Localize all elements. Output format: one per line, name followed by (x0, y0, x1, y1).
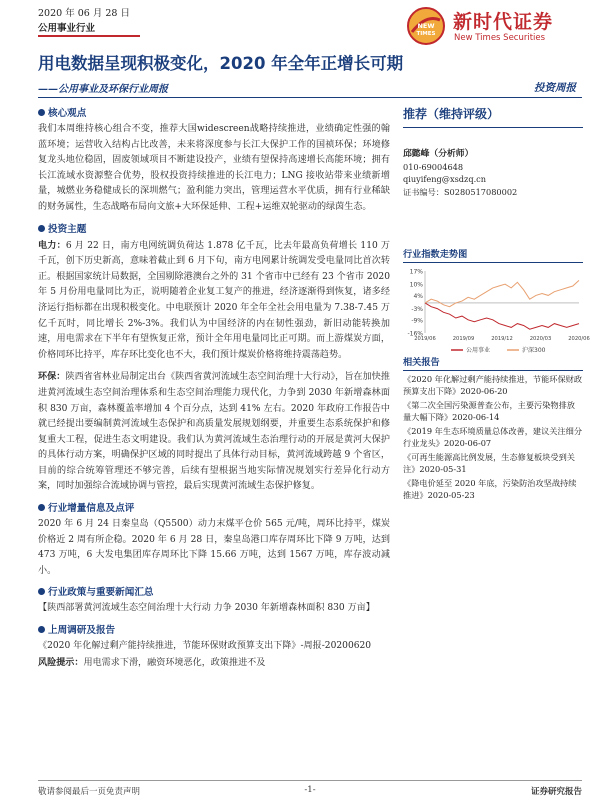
related-report-item[interactable]: 《降电价延至 2020 年底，污染防治攻坚战持续推进》2020-05-23 (403, 478, 577, 500)
analyst-phone: 010-69004648 (403, 161, 464, 172)
risk-paragraph (38, 655, 390, 672)
environment-paragraph (38, 369, 390, 495)
x-tick-label: 2019/12 (491, 336, 513, 342)
section-heading-tracking: 行业增量信息及点评 (38, 501, 390, 517)
related-report-item[interactable]: 《2020 年化解过剩产能持续推进，节能环保财政预算支出下降》2020-06-20 (403, 374, 583, 396)
risk-label: 风险提示： (38, 656, 84, 668)
tracking-text: 2020 年 6 月 24 日秦皇岛（Q5500）动力末煤平仓价 565 元/吨，周环比持平，煤炭价格近 2 周有所企稳。2020 年 6 月 28 日，秦皇岛港口库存周环比下降 9 万吨，达到 473 万吨，6 大发电集团库存周环比下降 15.66 万吨，达到 1567 万吨，库存波动减小。 (38, 519, 390, 576)
x-tick-label: 2020/03 (529, 336, 552, 342)
report-title: 用电数据呈现积极变化，2020 年全年正增长可期 (38, 54, 404, 73)
policy-text: 【陕西部署黄河流域生态空间治理十大行动 力争 2030 年新增森林面积 830 万亩】 (38, 603, 375, 614)
section-heading-research: 上周调研及报告 (38, 623, 390, 639)
bullet-icon (38, 626, 45, 633)
footer-disclaimer: 敬请参阅最后一页免责声明 (38, 787, 141, 797)
y-tick-label: -3% (411, 306, 423, 314)
y-tick-label: 4% (413, 292, 423, 300)
main-column (38, 104, 390, 671)
series-line-1 (425, 303, 579, 329)
analyst-name: 邱懿峰（分析师） (403, 149, 474, 159)
electricity-text: 6 月 22 日，南方电网统调负荷达 1.878 亿千瓦，比去年最高负荷增长 110 万千瓦，创下历史新高，意味着截止到 6 月下旬，南方电网累计统调发受电量同比首次转正。根据国家统计局数据，全国剔除港澳台之外的 31 个省市中已经有 23 个省市 2020 年 5 月份用电量同比为正，说明随着企业复工复产的推进，经济逐渐得到恢复，诸多经济运行指标都在出现积极变化。中电联预计 2020 年全年全社会用电量为 7.38-7.45 万亿千瓦时，同比增长 2%-3%。我们认为中国经济的内在韧性强劲，新旧动能转换加速，用电需求在下半年有望恢复正常，预计全年用电量同比正可期。而上游煤炭方面，价格同环比持平，库存环比变化也不大，我们预计煤炭价格将维持震荡趋势。 (38, 240, 390, 360)
report-meta (38, 6, 130, 36)
y-tick-label: -16% (407, 330, 423, 338)
analyst-license: 证书编号：S0280517080002 (403, 186, 518, 197)
svg-text:NEW: NEW (417, 22, 435, 30)
chart-title: 行业指数走势图 (403, 246, 583, 263)
core-view-text: 我们本周维持核心组合不变，推荐大国widescreen战略持续推进，业绩确定性强的翰蓝环境；运营收入结构占比改善，未来将深度参与长江大保护工作的国祯环保；环境修复龙头地位稳固，固废领域项目不断建设投产，业绩有望保持高速增长高能环境；拥有长江流域水资源整合优势，股权投资持续推进的长江电力；LNG 接收站带来业绩新增量，城燃业务稳健成长的深圳燃气；盈利能力突出，管理运营水平优质，拥有行业稀缺的财务属性，生态战略布局向文旅+大环保延伸、工程+运维双轮驱动的绿茵生态。 (38, 124, 390, 212)
x-tick-label: 2019/06 (414, 336, 436, 342)
index-chart (403, 246, 590, 359)
section-heading-core-view: 核心观点 (38, 106, 390, 122)
rating-badge: 推荐（维持评级） (403, 104, 583, 128)
related-report-item[interactable]: 《2019 年生态环境质量总体改善，建议关注细分行业龙头》2020-06-07 (403, 426, 583, 448)
page-number: -1- (304, 785, 316, 795)
report-sector: 公用事业行业 (38, 23, 96, 34)
legend-label: 沪深300 (522, 347, 546, 354)
svg-text:TIMES: TIMES (416, 31, 436, 37)
analyst-email[interactable]: qiuyifeng@xsdzq.cn (403, 174, 487, 184)
analyst-info (403, 148, 583, 198)
bullet-icon (38, 588, 45, 595)
header-rule (38, 35, 140, 37)
x-tick-label: 2019/09 (452, 336, 475, 342)
logo-chinese-name: 新时代证券 (453, 11, 554, 33)
related-report-item[interactable]: 《第二次全国污染源普查公布，主要污染物排放量大幅下降》2020-06-14 (403, 400, 575, 422)
section-heading-policy: 行业政策与重要新闻汇总 (38, 585, 390, 601)
sidebar (403, 104, 583, 198)
y-tick-label: -9% (411, 317, 423, 325)
bullet-icon (38, 109, 45, 116)
footer-label: 证券研究报告 (530, 787, 582, 797)
electricity-label: 电力： (38, 239, 66, 251)
page-footer (38, 780, 582, 797)
report-subtitle: ——公用事业及环保行业周报 (38, 84, 168, 95)
related-title: 相关报告 (403, 354, 583, 371)
environment-text: 陕西省省林业局制定出台《陕西省黄河流域生态空间治理十大行动》，旨在加快推进黄河流域生态空间治理体系和生态空间治理能力现代化，力争到 2030 年新增森林面积 830 万亩，森林覆盖率增加 4 个百分点，达到 41% 左右。2020 年政府工作报告中就已经提出要编制黄河流域生态保护和高质量发展规划纲要，并重要生态系统保护和修复重大工程，促进生态文明建设。我们认为黄河流域生态治理行动的开展是黄河大保护的具体行动方案，明确保护区域的同时提出了具体行动目标，黄河流域跨越 9 个省区，目前的综合统筹管理还不够完善，后续有望根据当地实际情况规划实行差异化行动方案，同时加强综合流域协调与管控，最后实现黄河流域生态保护修复。 (38, 372, 390, 492)
y-tick-label: 17% (409, 268, 423, 276)
logo-english-name: New Times Securities (454, 33, 546, 43)
electricity-paragraph (38, 238, 390, 364)
related-reports (403, 354, 583, 503)
related-report-item[interactable]: 《可再生能源高比例发展，生态修复板块受到关注》2020-05-31 (403, 452, 575, 474)
section-heading-investment: 投资主题 (38, 222, 390, 238)
risk-text: 用电需求下滑，融资环境恶化，政策推进不及 (83, 657, 266, 668)
x-tick-label: 2020/06 (568, 336, 590, 342)
bullet-icon (38, 225, 45, 232)
environment-label: 环保： (38, 371, 66, 383)
bullet-icon (38, 504, 45, 511)
title-rule (38, 97, 582, 98)
report-type: 投资周报 (534, 82, 576, 94)
report-date: 2020 年 06 月 28 日 (38, 8, 130, 19)
research-text: 《2020 年化解过剩产能持续推进，节能环保财政预算支出下降》-周报-20200620 (38, 641, 372, 652)
related-report-list (403, 373, 583, 501)
legend-label: 公用事业 (466, 347, 491, 354)
company-logo (406, 6, 581, 46)
logo-badge-icon (406, 6, 446, 46)
y-tick-label: 10% (409, 281, 423, 289)
index-trend-chart (403, 263, 590, 355)
